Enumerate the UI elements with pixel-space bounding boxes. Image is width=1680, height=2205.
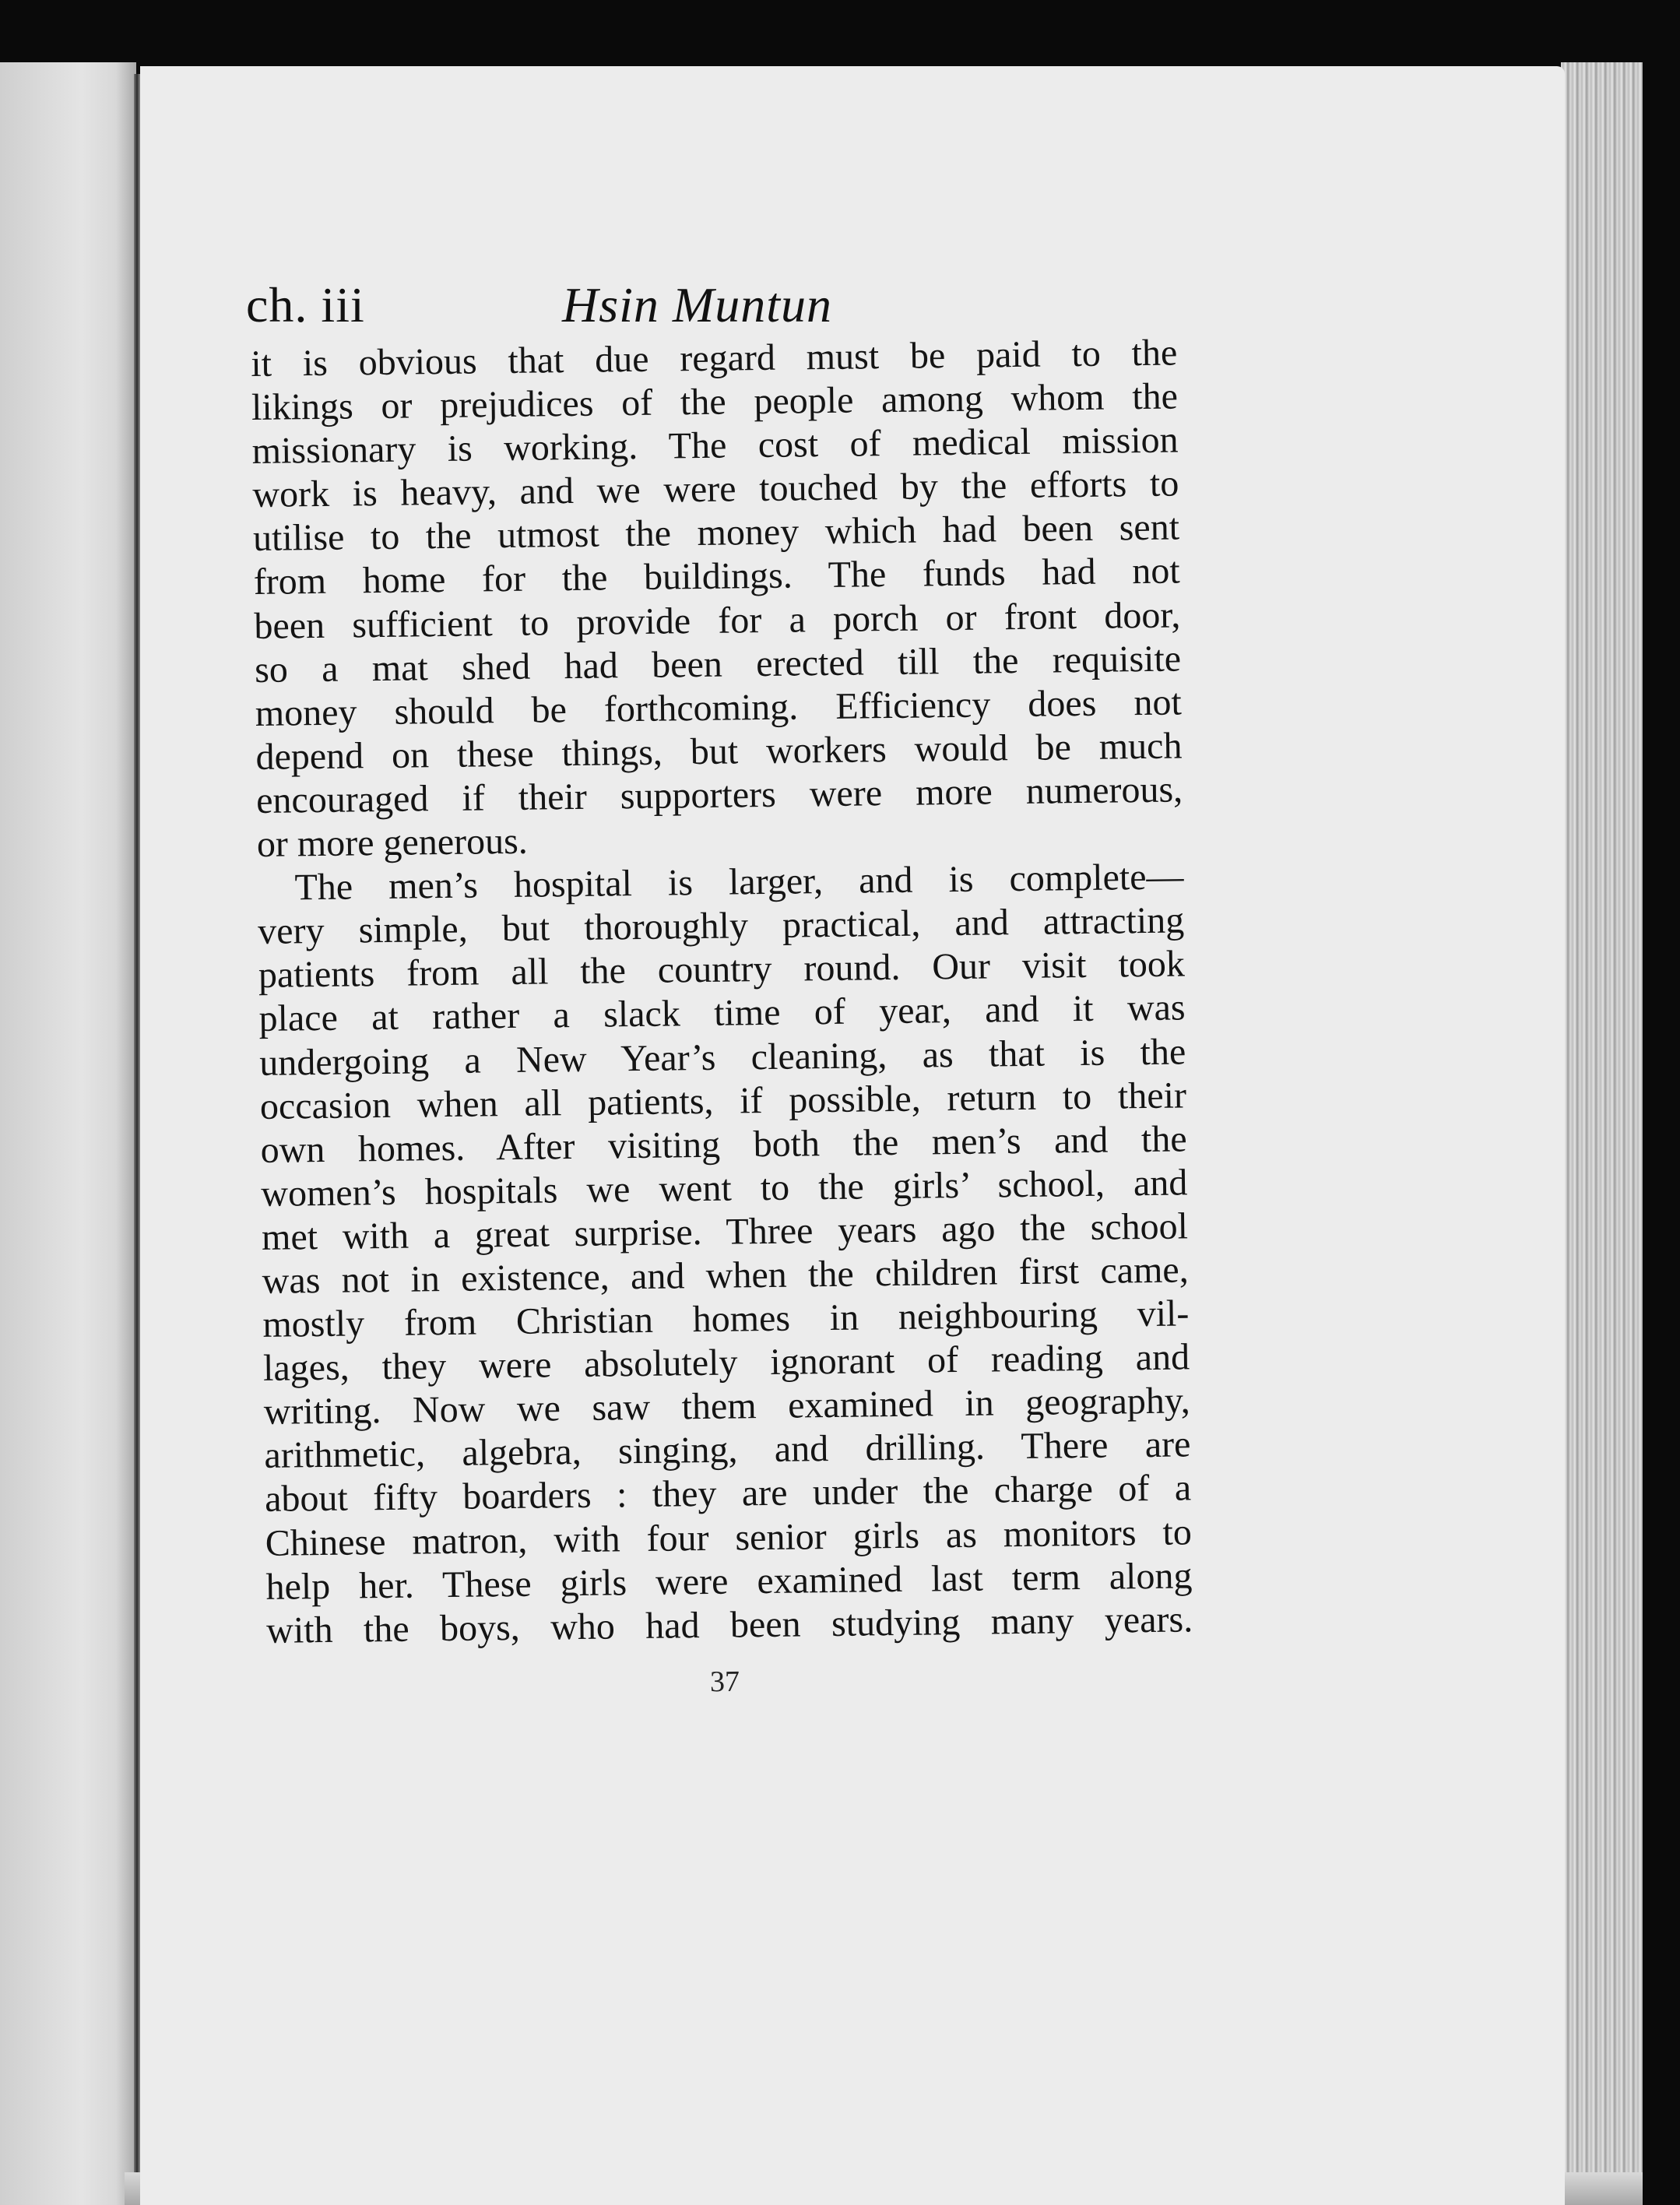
text-line: money should be forthcoming. Efficiency does not bbox=[255, 681, 1183, 734]
text-line: patients from all the country round. Our visit took bbox=[258, 943, 1186, 997]
text-line: or more generous. bbox=[256, 820, 529, 865]
text-line: about fifty boarders : they are under the charge of a bbox=[264, 1467, 1192, 1521]
text-line: undergoing a New Year’s cleaning, as that is the bbox=[258, 1030, 1186, 1084]
book-gutter bbox=[134, 74, 140, 2205]
text-line: missionary is working. The cost of medical mission bbox=[251, 419, 1179, 473]
text-line: likings or prejudices of the people among whom the bbox=[251, 375, 1179, 429]
text-line: place at rather a slack time of year, and it was bbox=[258, 986, 1186, 1040]
text-line: own homes. After visiting both the men’s and the bbox=[260, 1118, 1187, 1171]
text-line: arithmetic, algebra, singing, and drilling. There are bbox=[264, 1423, 1191, 1477]
text-line: encouraged if their supporters were more numerous, bbox=[255, 768, 1183, 821]
text-line: occasion when all patients, if possible, return to their bbox=[259, 1074, 1187, 1127]
text-line: from home for the buildings. The funds had not bbox=[253, 550, 1180, 603]
text-line: help her. These girls were examined last term along bbox=[265, 1554, 1193, 1608]
text-line: was not in existence, and when the children first came, bbox=[262, 1249, 1189, 1302]
body-text bbox=[251, 331, 1193, 1652]
text-line: mostly from Christian homes in neighbouring vil- bbox=[262, 1292, 1190, 1345]
text-line: been sufficient to provide for a porch or front door, bbox=[254, 593, 1181, 647]
text-line: Chinese matron, with four senior girls as monitors to bbox=[265, 1510, 1193, 1564]
text-line: it is obvious that due regard must be paid to the bbox=[251, 332, 1178, 385]
text-line: met with a great surprise. Three years ago the school bbox=[261, 1205, 1189, 1258]
text-line: writing. Now we saw them examined in geography, bbox=[263, 1380, 1191, 1433]
text-line: depend on these things, but workers would be much bbox=[255, 725, 1183, 778]
text-line: The men’s hospital is larger, and is complete— bbox=[294, 856, 1184, 909]
text-line: very simple, but thoroughly practical, and attracting bbox=[257, 899, 1185, 953]
text-line: women’s hospitals we went to the girls’ school, and bbox=[261, 1162, 1188, 1215]
left-page-edge bbox=[0, 62, 136, 2205]
running-title: Hsin Muntun bbox=[562, 277, 832, 332]
right-page-edges bbox=[1561, 62, 1643, 2205]
text-line: so a mat shed had been erected till the requisite bbox=[254, 638, 1182, 691]
text-line: lages, they were absolutely ignorant of reading and bbox=[262, 1336, 1190, 1390]
text-line: with the boys, who had been studying many years. bbox=[265, 1598, 1193, 1651]
page-number: 37 bbox=[709, 1665, 740, 1699]
text-line: work is heavy, and we were touched by the efforts to bbox=[252, 462, 1179, 516]
chapter-label: ch. iii bbox=[246, 277, 365, 332]
text-line: utilise to the utmost the money which had been sent bbox=[252, 506, 1180, 560]
